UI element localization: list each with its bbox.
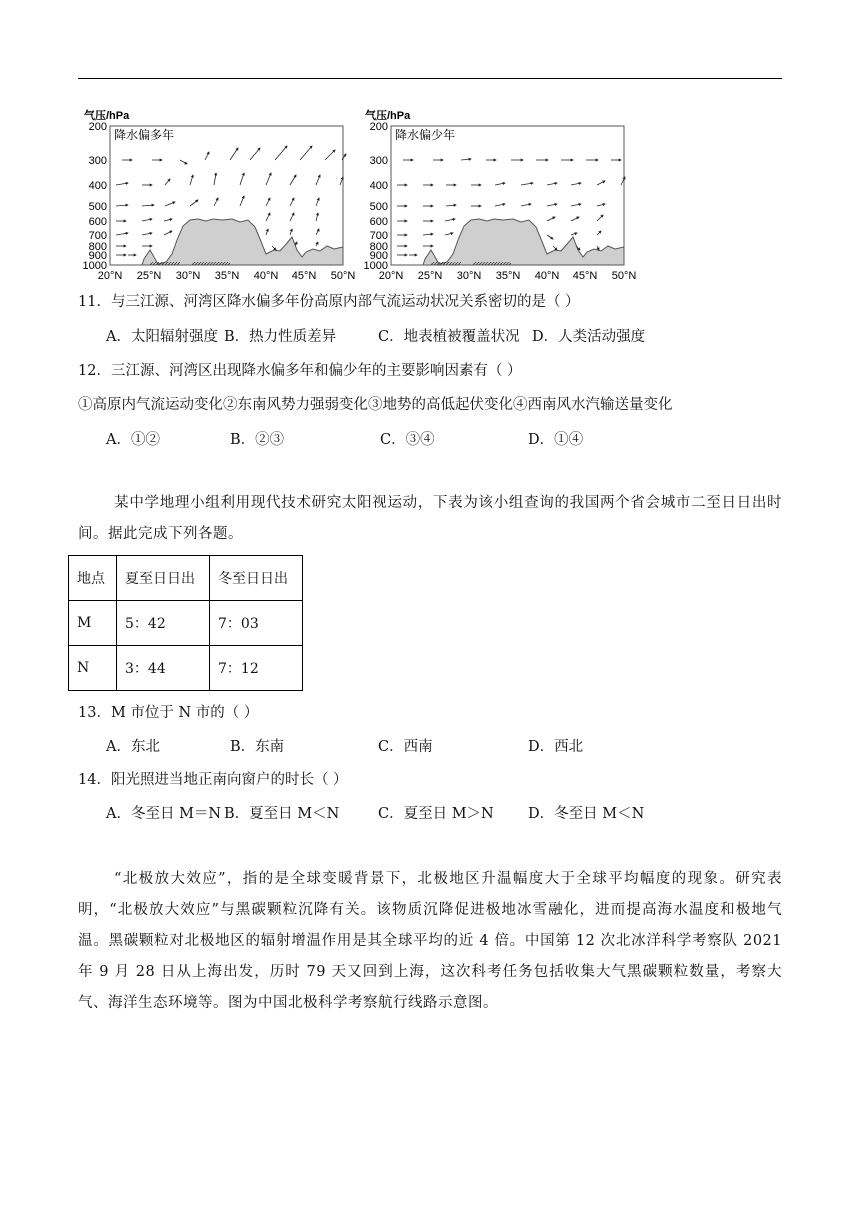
intro-paragraph-sunrise xyxy=(78,488,782,550)
wind-arrow xyxy=(445,219,455,221)
wind-arrow xyxy=(266,213,270,221)
wind-arrow xyxy=(597,231,601,235)
x-tick-label: 25°N xyxy=(136,270,162,282)
x-tick-label: 40°N xyxy=(253,270,279,282)
wind-arrow xyxy=(521,183,533,185)
y-tick-label: 300 xyxy=(88,155,107,167)
q11-option-d[interactable]: D．人类活动强度 xyxy=(532,329,646,345)
table-row xyxy=(69,646,303,691)
wind-arrow xyxy=(272,246,276,250)
q14-option-b[interactable]: B．夏至日 M＜N xyxy=(224,806,340,822)
wind-arrow xyxy=(547,204,557,206)
q11-option-a[interactable]: A．太阳辐射强度 xyxy=(106,329,218,345)
q12-option-b[interactable]: B．②③ xyxy=(230,432,285,448)
wind-arrow xyxy=(250,148,260,160)
wind-arrow xyxy=(180,160,187,164)
question-11: 11．与三江源、河湾区降水偏多年份高原内部气流运动状况关系密切的是（ ） xyxy=(78,294,580,310)
wind-arrow xyxy=(142,233,152,235)
y-tick-label: 1000 xyxy=(363,260,388,272)
wind-arrow xyxy=(521,204,531,206)
table-cell: N xyxy=(69,646,117,691)
y-tick-label: 500 xyxy=(88,201,107,213)
wind-arrow xyxy=(316,175,320,185)
wind-arrow xyxy=(316,213,318,221)
header-rule xyxy=(78,78,782,79)
y-tick-label: 200 xyxy=(88,121,107,133)
wind-arrow xyxy=(295,242,297,246)
q12-option-d[interactable]: D．①④ xyxy=(528,432,584,448)
wind-arrow xyxy=(116,183,128,185)
wind-arrow xyxy=(495,183,505,185)
q14-option-a[interactable]: A．冬至日 M＝N xyxy=(106,806,222,822)
y-tick-label: 400 xyxy=(88,180,107,192)
wind-arrow xyxy=(300,146,312,160)
wind-arrow xyxy=(571,217,579,221)
y-tick-label: 200 xyxy=(369,121,388,133)
wind-arrow xyxy=(325,150,335,160)
wind-arrow xyxy=(290,229,292,235)
chart-title: 降水偏少年 xyxy=(395,128,456,142)
wind-arrow xyxy=(316,229,319,235)
wind-arrow xyxy=(316,198,319,206)
wind-arrow xyxy=(547,217,555,221)
hatched-region-north xyxy=(192,262,230,265)
wind-arrow xyxy=(164,219,172,221)
x-tick-label: 45°N xyxy=(572,270,598,282)
q11-option-b[interactable]: B．热力性质差异 xyxy=(224,329,337,345)
wind-arrow xyxy=(597,246,599,250)
y-tick-label: 700 xyxy=(369,230,388,242)
x-tick-label: 35°N xyxy=(495,270,521,282)
wind-arrow xyxy=(571,233,577,235)
wind-arrow xyxy=(190,200,198,206)
q13-option-d[interactable]: D．西北 xyxy=(528,739,584,755)
x-tick-label: 20°N xyxy=(378,270,404,282)
x-tick-label: 20°N xyxy=(97,270,123,282)
wind-arrow xyxy=(571,183,581,185)
question-14: 14．阳光照进当地正南向窗户的时长（ ） xyxy=(78,772,348,788)
wind-arrow xyxy=(165,202,175,206)
wind-arrow xyxy=(597,204,605,206)
x-tick-label: 50°N xyxy=(611,270,637,282)
intro-paragraph-sunrise-text: 某中学地理小组利用现代技术研究太阳视运动，下表为该小组查询的我国两个省会城市二至日日出时间。据此完成下列各题。 xyxy=(78,495,782,542)
y-tick-label: 900 xyxy=(369,250,388,262)
table-cell: 7：03 xyxy=(210,601,303,646)
wind-arrow xyxy=(290,213,294,221)
wind-arrow xyxy=(597,215,603,221)
x-tick-label: 35°N xyxy=(214,270,240,282)
table-header-cell: 地点 xyxy=(69,556,117,601)
y-tick-label: 900 xyxy=(88,250,107,262)
wind-arrow xyxy=(553,246,557,250)
wind-arrow xyxy=(164,231,172,235)
question-13: 13．M 市位于 N 市的（ ） xyxy=(78,705,259,721)
wind-arrow xyxy=(423,234,433,235)
wind-arrow xyxy=(230,148,238,160)
intro-paragraph-arctic xyxy=(78,864,782,1019)
y-ticks xyxy=(83,121,107,272)
x-tick-label: 30°N xyxy=(456,270,482,282)
wind-arrow xyxy=(266,198,270,206)
hatched-region-south xyxy=(431,262,461,265)
y-tick-label: 600 xyxy=(369,216,388,228)
y-tick-label: 700 xyxy=(88,230,107,242)
table-cell: 7：12 xyxy=(210,646,303,691)
x-ticks xyxy=(98,270,356,282)
wind-arrow xyxy=(266,173,271,185)
wind-arrow xyxy=(190,175,193,185)
x-tick-label: 50°N xyxy=(330,270,356,282)
question-12: 12．三江源、河湾区出现降水偏多年和偏少年的主要影响因素有（ ） xyxy=(78,363,522,379)
wind-arrow xyxy=(461,159,471,160)
wind-arrow xyxy=(165,179,170,185)
wind-arrow xyxy=(290,175,296,185)
x-tick-label: 40°N xyxy=(534,270,560,282)
sunrise-table xyxy=(68,555,303,691)
y-tick-label: 1000 xyxy=(82,260,107,272)
chart-dry-year-svg xyxy=(361,104,651,284)
x-tick-label: 30°N xyxy=(175,270,201,282)
wind-arrow xyxy=(214,198,218,206)
wind-arrow xyxy=(275,146,287,160)
y-tick-label: 600 xyxy=(88,216,107,228)
chart-rainy-year-svg xyxy=(80,104,370,284)
table-cell: 3：44 xyxy=(117,646,210,691)
wind-arrow xyxy=(266,229,268,235)
y-tick-label: 400 xyxy=(369,180,388,192)
intro-paragraph-arctic-text: “北极放大效应”，指的是全球变暖背景下，北极地区升温幅度大于全球平均幅度的现象。研究表明，“北极放大效应”与黑碳颗粒沉降有关。该物质沉降促进极地冰雪融化，进而提高海水温度和极地气温。黑碳颗粒对北极地区的辐射增温作用是其全球平均的近 4 倍。中国第 12 次北冰洋科学考察队 2021 年 9 月 28 日从上海出发，历时 79 天又回到上海，这次科考任务包括收集大气黑碳颗粒数量，考察大气、海洋生态环境等。图为中国北极科学考察航行线路示意图。 xyxy=(78,871,782,1011)
wind-arrow xyxy=(240,196,244,206)
y-axis-label: 气压/hPa xyxy=(84,110,130,122)
plateau-terrain xyxy=(391,219,624,265)
wind-arrow xyxy=(597,181,605,185)
x-tick-label: 45°N xyxy=(291,270,317,282)
y-tick-label: 800 xyxy=(88,241,107,253)
wind-arrow xyxy=(290,198,294,206)
y-tick-label: 800 xyxy=(369,241,388,253)
q12-items: ①高原内气流运动变化②东南风势力强弱变化③地势的高低起伏变化④西南风水汽输送量变化 xyxy=(78,397,673,413)
wind-arrow xyxy=(205,152,209,160)
y-tick-label: 500 xyxy=(369,201,388,213)
wind-arrow xyxy=(547,183,557,185)
table-header-row xyxy=(69,556,303,601)
table-header-cell: 夏至日日出 xyxy=(117,556,210,601)
wind-arrow xyxy=(316,242,318,246)
plateau-terrain xyxy=(110,219,343,265)
wind-arrow xyxy=(116,205,128,206)
q13-option-b[interactable]: B．东南 xyxy=(230,739,285,755)
q13-option-a[interactable]: A．东北 xyxy=(106,739,160,755)
wind-arrow xyxy=(445,233,453,235)
chart-title: 降水偏多年 xyxy=(114,128,175,142)
wind-arrow xyxy=(240,173,244,185)
q12-option-a[interactable]: A．①② xyxy=(106,432,160,448)
y-tick-label: 300 xyxy=(369,155,388,167)
q12-option-c[interactable]: C．③④ xyxy=(380,432,435,448)
wind-arrow xyxy=(116,233,128,235)
wind-arrow xyxy=(142,219,152,221)
wind-arrow xyxy=(571,204,581,206)
table-cell: 5：42 xyxy=(117,601,210,646)
wind-arrow xyxy=(214,173,216,185)
x-tick-label: 25°N xyxy=(417,270,443,282)
wind-arrow xyxy=(446,205,456,206)
q14-option-c[interactable]: C．夏至日 M＞N xyxy=(378,806,494,822)
table-cell: M xyxy=(69,601,117,646)
hatched-region-north xyxy=(473,262,511,265)
y-ticks xyxy=(364,121,388,272)
y-axis-label: 气压/hPa xyxy=(365,110,411,122)
q13-option-c[interactable]: C．西南 xyxy=(378,739,433,755)
chart-dry-year xyxy=(361,104,651,288)
q11-option-c[interactable]: C．地表植被覆盖状况 xyxy=(378,329,520,345)
chart-rainy-year xyxy=(80,104,370,288)
wind-arrow xyxy=(142,205,154,206)
table-header-cell: 冬至日日出 xyxy=(210,556,303,601)
wind-arrow xyxy=(547,235,553,239)
hatched-region-south xyxy=(150,262,180,265)
wind-arrow xyxy=(495,204,505,206)
q14-option-d[interactable]: D．冬至日 M＜N xyxy=(528,806,645,822)
x-ticks xyxy=(379,270,637,282)
table-row xyxy=(69,601,303,646)
